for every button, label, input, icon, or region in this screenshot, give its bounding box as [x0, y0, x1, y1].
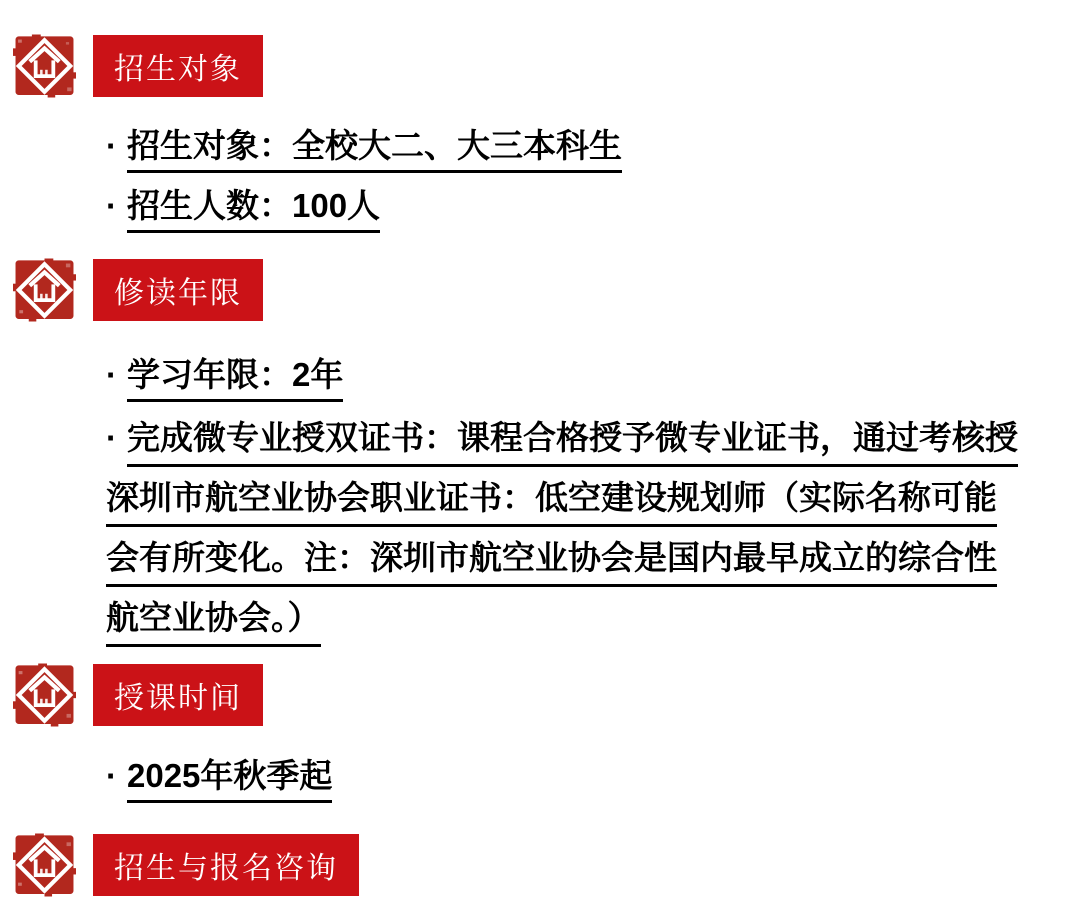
paragraph-line	[106, 592, 1018, 652]
bullet-text: 招生对象：全校大二、大三本科生	[127, 127, 622, 173]
list-item	[106, 757, 332, 803]
list-item	[106, 127, 622, 173]
paragraph-text: 深圳市航空业协会职业证书：低空建设规划师（实际名称可能	[106, 472, 997, 527]
paragraph-text: 完成微专业授双证书：课程合格授予微专业证书，通过考核授	[127, 412, 1018, 467]
paragraph-line	[106, 532, 1018, 592]
seal-stamp-icon	[13, 257, 76, 323]
bullet-dot: ·	[106, 127, 117, 164]
certificate-paragraph	[106, 412, 1018, 652]
paragraph-line	[106, 412, 1018, 472]
seal-stamp-icon	[13, 832, 76, 898]
section-title: 修读年限	[114, 277, 242, 310]
bullet-dot: ·	[106, 757, 117, 794]
section-banner-admission-target	[93, 35, 263, 97]
bullet-dot: ·	[106, 419, 117, 456]
bullet-dot: ·	[106, 356, 117, 393]
section-title: 招生与报名咨询	[114, 852, 338, 885]
section-title: 招生对象	[114, 53, 242, 86]
bullet-text: 2025年秋季起	[127, 757, 332, 803]
paragraph-text: 会有所变化。注：深圳市航空业协会是国内最早成立的综合性	[106, 532, 997, 587]
paragraph-text: 航空业协会。）	[106, 592, 321, 647]
section-banner-enrollment-consult	[93, 834, 359, 896]
seal-stamp-icon	[13, 662, 76, 728]
section-banner-class-time	[93, 664, 263, 726]
section-title: 授课时间	[114, 682, 242, 715]
bullet-text: 学习年限：2年	[127, 356, 343, 402]
section-banner-study-duration	[93, 259, 263, 321]
bullet-text: 招生人数：100人	[127, 187, 380, 233]
paragraph-line	[106, 472, 1018, 532]
list-item	[106, 356, 343, 402]
list-item	[106, 187, 380, 233]
bullet-dot: ·	[106, 187, 117, 224]
seal-stamp-icon	[13, 33, 76, 99]
